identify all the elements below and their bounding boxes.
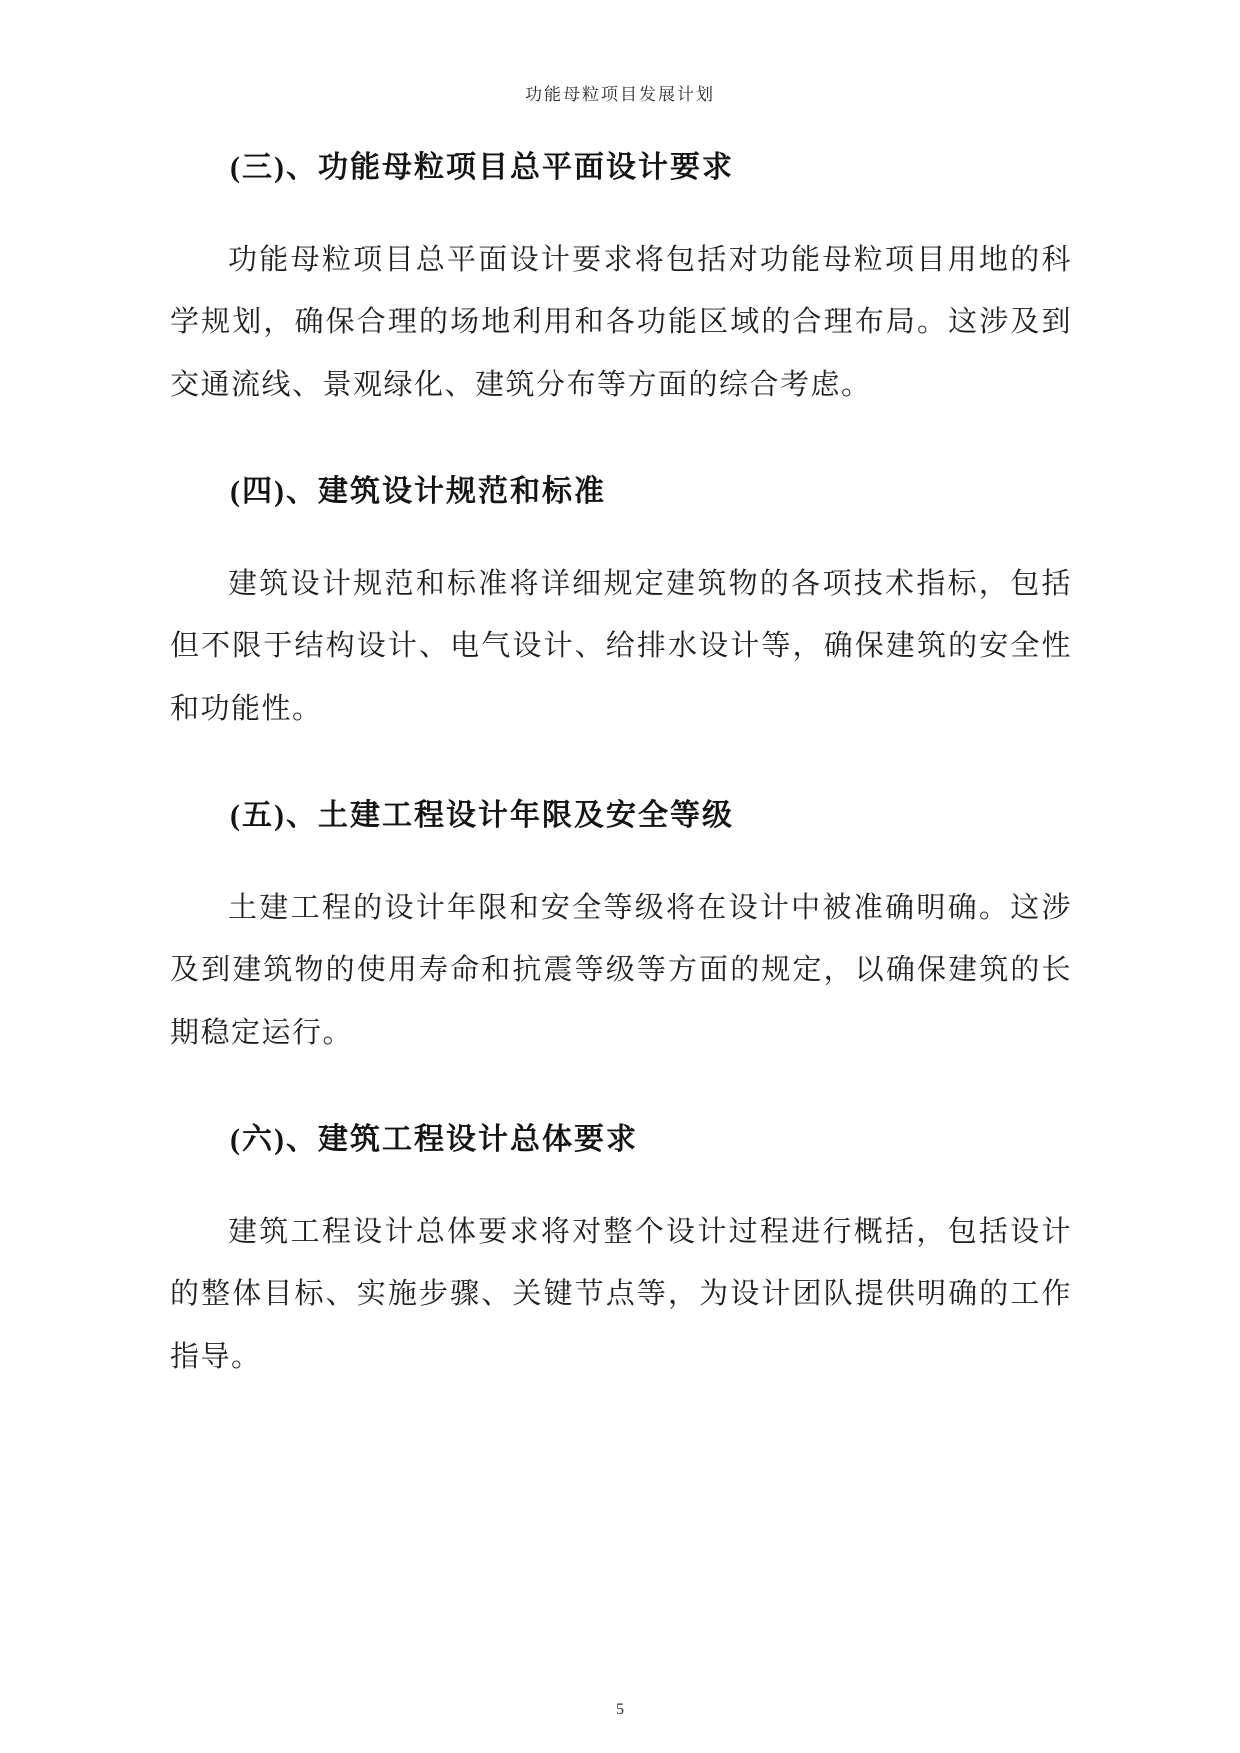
page-number: 5: [616, 1701, 624, 1718]
section-heading-6: (六)、建筑工程设计总体要求: [230, 1123, 638, 1157]
section-heading-3: (三)、功能母粒项目总平面设计要求: [230, 151, 734, 184]
section-heading-4: (四)、建筑设计规范和标准: [230, 475, 606, 509]
section-heading-5: (五)、土建工程设计年限及安全等级: [230, 799, 734, 833]
section-paragraph-4: 建筑设计规范和标准将详细规定建筑物的各项技术指标，包括但不限于结构设计、电气设计、给排水设计等，确保建筑的安全性和功能性。: [170, 568, 1072, 725]
document-title: 功能母粒项目发展计划: [525, 85, 715, 104]
section-paragraph-5: 土建工程的设计年限和安全等级将在设计中被准确明确。这涉及到建筑物的使用寿命和抗震等级等方面的规定，以确保建筑的长期稳定运行。: [170, 892, 1072, 1049]
section-paragraph-6: 建筑工程设计总体要求将对整个设计过程进行概括，包括设计的整体目标、实施步骤、关键节点等，为设计团队提供明确的工作指导。: [170, 1216, 1072, 1373]
document-body: [170, 148, 1072, 1388]
page-footer: [0, 1701, 1240, 1719]
page-header: [0, 80, 1240, 105]
section-paragraph-3: 功能母粒项目总平面设计要求将包括对功能母粒项目用地的科学规划，确保合理的场地利用和各功能区域的合理布局。这涉及到交通流线、景观绿化、建筑分布等方面的综合考虑。: [170, 244, 1072, 401]
